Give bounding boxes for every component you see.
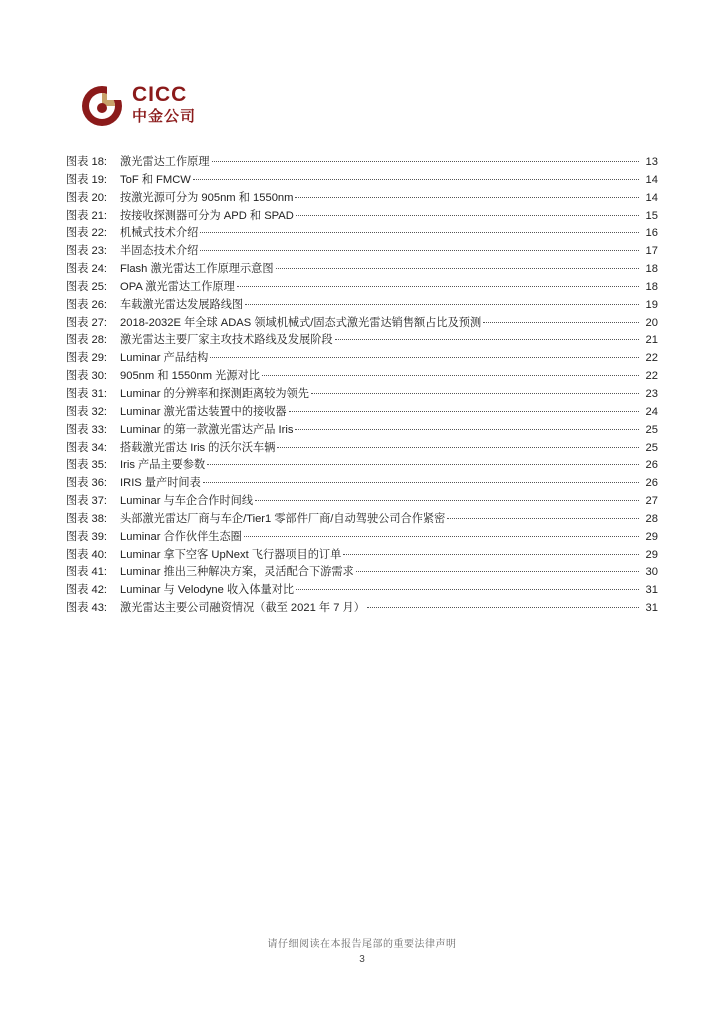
toc-entry-label: 图表 25: — [66, 280, 108, 293]
toc-entry-page[interactable]: 30 — [645, 566, 658, 579]
toc-entry-label: 图表 26: — [66, 298, 108, 311]
toc-entry-label: 图表 32: — [66, 405, 108, 418]
toc-entry[interactable] — [66, 225, 658, 243]
toc-entry[interactable] — [66, 315, 658, 333]
toc-dot-leader — [193, 178, 639, 180]
toc-dot-leader — [203, 481, 639, 483]
toc-entry-title[interactable]: Luminar 激光雷达装置中的接收器 — [120, 405, 287, 418]
toc-entry-title[interactable]: Luminar 与车企合作时间线 — [120, 495, 254, 508]
toc-entry-page[interactable]: 18 — [645, 263, 658, 276]
toc-entry[interactable] — [66, 368, 658, 386]
toc-entry[interactable] — [66, 440, 658, 458]
toc-entry-label: 图表 23: — [66, 245, 108, 258]
toc-dot-leader — [296, 588, 639, 590]
toc-dot-leader — [447, 517, 639, 519]
toc-entry-label: 图表 27: — [66, 316, 108, 329]
toc-entry-title[interactable]: Luminar 推出三种解决方案，灵活配合下游需求 — [120, 566, 354, 579]
toc-entry[interactable] — [66, 190, 658, 208]
toc-entry-title[interactable]: Luminar 的分辨率和探测距离较为领先 — [120, 387, 309, 400]
toc-dot-leader — [296, 214, 639, 216]
toc-entry-title[interactable]: 按激光源可分为 905nm 和 1550nm — [120, 191, 294, 204]
cicc-logo — [80, 84, 210, 128]
footer-disclaimer: 请仔细阅读在本报告尾部的重要法律声明 — [267, 939, 457, 950]
toc-entry-label: 图表 28: — [66, 334, 108, 347]
toc-dot-leader — [367, 606, 639, 608]
toc-dot-leader — [483, 321, 639, 323]
toc-entry-page[interactable]: 14 — [645, 173, 658, 186]
toc-dot-leader — [207, 463, 639, 465]
toc-entry-title[interactable]: 2018-2032E 年全球 ADAS 领域机械式/固态式激光雷达销售额占比及预测 — [120, 316, 482, 329]
toc-dot-leader — [295, 196, 639, 198]
toc-entry-label: 图表 37: — [66, 495, 108, 508]
toc-entry-title[interactable]: Luminar 的第一款激光雷达产品 Iris — [120, 423, 294, 436]
toc-entry-page[interactable]: 31 — [645, 602, 658, 615]
toc-entry-title[interactable]: 按接收探测器可分为 APD 和 SPAD — [120, 209, 294, 222]
toc-entry-label: 图表 22: — [66, 227, 108, 240]
toc-entry-title[interactable]: Luminar 与 Velodyne 收入体量对比 — [120, 584, 295, 597]
toc-dot-leader — [212, 160, 639, 162]
toc-entry[interactable] — [66, 511, 658, 529]
toc-entry-page[interactable]: 15 — [645, 209, 658, 222]
toc-entry-title[interactable]: 激光雷达主要公司融资情况（截至 2021 年 7 月） — [120, 602, 365, 615]
toc-dot-leader — [210, 356, 639, 358]
toc-entry-label: 图表 20: — [66, 191, 108, 204]
toc-dot-leader — [277, 446, 639, 448]
toc-entry-title[interactable]: 激光雷达主要厂家主攻技术路线及发展阶段 — [120, 334, 333, 347]
toc-entry-label: 图表 41: — [66, 566, 108, 579]
toc-entry-label: 图表 19: — [66, 173, 108, 186]
toc-entry-label: 图表 24: — [66, 263, 108, 276]
toc-entry-title[interactable]: 905nm 和 1550nm 光源对比 — [120, 370, 260, 383]
toc-entry-label: 图表 38: — [66, 512, 108, 525]
toc-entry-label: 图表 42: — [66, 584, 108, 597]
toc-entry[interactable] — [66, 279, 658, 297]
toc-entry-page[interactable]: 25 — [645, 441, 658, 454]
toc-entry-page[interactable]: 22 — [645, 370, 658, 383]
toc-entry-page[interactable]: 26 — [645, 459, 658, 472]
toc-entry[interactable] — [66, 350, 658, 368]
toc-entry-page[interactable]: 14 — [645, 191, 658, 204]
toc-entry-title[interactable]: 车载激光雷达发展路线图 — [120, 298, 244, 311]
toc-entry-page[interactable]: 25 — [645, 423, 658, 436]
logo-text-cn: 中金公司 — [132, 107, 197, 125]
cicc-logo-mark-icon — [80, 84, 124, 128]
toc-entry-title[interactable]: 搭载激光雷达 Iris 的沃尔沃车辆 — [120, 441, 276, 454]
toc-entry-page[interactable]: 17 — [645, 245, 658, 258]
toc-entry-title[interactable]: OPA 激光雷达工作原理 — [120, 280, 235, 293]
toc-entry-page[interactable]: 27 — [645, 495, 658, 508]
toc-entry-title[interactable]: Luminar 拿下空客 UpNext 飞行器项目的订单 — [120, 548, 342, 561]
toc-entry[interactable] — [66, 297, 658, 315]
toc-entry-label: 图表 39: — [66, 530, 108, 543]
toc-entry-page[interactable]: 18 — [645, 280, 658, 293]
toc-dot-leader — [245, 303, 639, 305]
toc-entry-page[interactable]: 24 — [645, 405, 658, 418]
toc-dot-leader — [255, 499, 639, 501]
toc-entry-page[interactable]: 31 — [645, 584, 658, 597]
toc-entry-label: 图表 36: — [66, 477, 108, 490]
toc-entry[interactable] — [66, 600, 658, 618]
toc-entry-label: 图表 30: — [66, 370, 108, 383]
toc-entry-page[interactable]: 22 — [645, 352, 658, 365]
toc-entry-label: 图表 29: — [66, 352, 108, 365]
toc-entry-page[interactable]: 20 — [645, 316, 658, 329]
toc-dot-leader — [200, 249, 639, 251]
toc-entry[interactable] — [66, 404, 658, 422]
toc-entry-title[interactable]: 机械式技术介绍 — [120, 227, 199, 240]
toc-entry-title[interactable]: 头部激光雷达厂商与车企/Tier1 零部件厂商/自动驾驶公司合作紧密 — [120, 512, 446, 525]
toc-entry-page[interactable]: 23 — [645, 387, 658, 400]
toc-dot-leader — [262, 374, 639, 376]
toc-entry-title[interactable]: ToF 和 FMCW — [120, 173, 191, 186]
toc-entry-page[interactable]: 19 — [645, 298, 658, 311]
toc-entry[interactable] — [66, 457, 658, 475]
logo-text-en: CICC — [132, 83, 188, 106]
toc-dot-leader — [244, 535, 639, 537]
toc-entry[interactable] — [66, 154, 658, 172]
toc-entry[interactable] — [66, 475, 658, 493]
toc-entry-title[interactable]: Luminar 产品结构 — [120, 352, 209, 365]
toc-entry-page[interactable]: 21 — [645, 334, 658, 347]
toc-entry-title[interactable]: Iris 产品主要参数 — [120, 459, 206, 472]
toc-entry[interactable] — [66, 564, 658, 582]
toc-dot-leader — [276, 267, 639, 269]
toc-entry-label: 图表 40: — [66, 548, 108, 561]
toc-entry-page[interactable]: 16 — [645, 227, 658, 240]
table-of-figures — [66, 154, 658, 618]
toc-entry-label: 图表 34: — [66, 441, 108, 454]
page-number: 3 — [359, 954, 365, 965]
toc-entry[interactable] — [66, 493, 658, 511]
toc-entry[interactable] — [66, 261, 658, 279]
toc-dot-leader — [200, 231, 639, 233]
toc-dot-leader — [237, 285, 639, 287]
toc-entry[interactable] — [66, 582, 658, 600]
toc-entry-title[interactable]: 激光雷达工作原理 — [120, 156, 210, 168]
toc-dot-leader — [289, 410, 639, 412]
toc-entry[interactable] — [66, 422, 658, 440]
toc-entry[interactable] — [66, 529, 658, 547]
toc-entry-title[interactable]: Flash 激光雷达工作原理示意图 — [120, 263, 274, 276]
toc-dot-leader — [343, 553, 639, 555]
toc-entry-page[interactable]: 28 — [645, 512, 658, 525]
toc-entry-page[interactable]: 29 — [645, 548, 658, 561]
toc-entry[interactable] — [66, 332, 658, 350]
toc-entry-label: 图表 43: — [66, 602, 108, 615]
toc-entry-label: 图表 21: — [66, 209, 108, 222]
toc-entry[interactable] — [66, 172, 658, 190]
toc-entry[interactable] — [66, 386, 658, 404]
toc-entry-label: 图表 35: — [66, 459, 108, 472]
toc-entry-page[interactable]: 29 — [645, 530, 658, 543]
toc-dot-leader — [335, 338, 639, 340]
toc-entry[interactable] — [66, 208, 658, 226]
toc-entry-title[interactable]: 半固态技术介绍 — [120, 245, 199, 258]
toc-entry-page[interactable]: 13 — [645, 156, 658, 168]
toc-dot-leader — [311, 392, 639, 394]
toc-entry-title[interactable]: Luminar 合作伙伴生态圈 — [120, 530, 242, 543]
toc-entry-title[interactable]: IRIS 量产时间表 — [120, 477, 201, 490]
toc-entry-label: 图表 31: — [66, 387, 108, 400]
toc-entry-label: 图表 33: — [66, 423, 108, 436]
toc-entry-page[interactable]: 26 — [645, 477, 658, 490]
toc-entry-label: 图表 18: — [66, 156, 108, 168]
toc-dot-leader — [356, 570, 639, 572]
toc-dot-leader — [295, 428, 639, 430]
toc-entry[interactable] — [66, 547, 658, 565]
toc-entry[interactable] — [66, 243, 658, 261]
